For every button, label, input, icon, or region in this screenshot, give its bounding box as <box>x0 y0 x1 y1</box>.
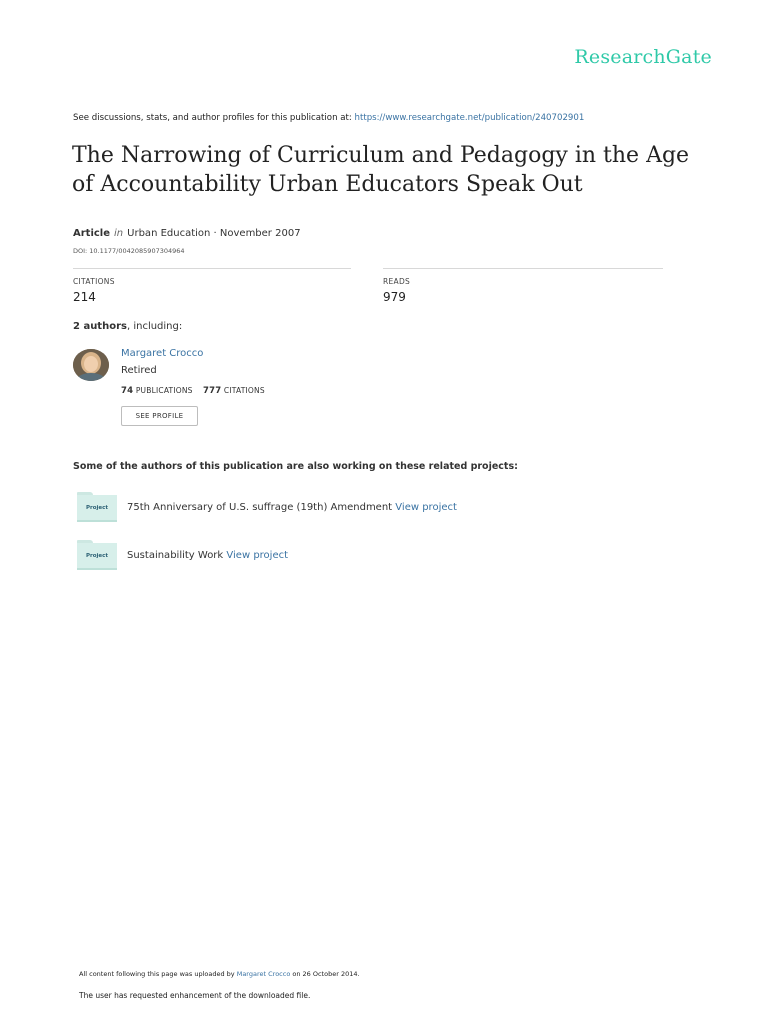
author-citations-count: 777 <box>202 386 222 396</box>
citations-label: CITATIONS <box>73 277 115 286</box>
project-folder-icon[interactable] <box>77 492 117 522</box>
enhancement-note: The user has requested enhancement of the downloaded file. <box>79 991 311 1000</box>
authors-count: 2 authors <box>73 321 127 332</box>
researchgate-logo[interactable]: ResearchGate <box>574 46 712 68</box>
project-item <box>127 502 457 513</box>
reads-value: 979 <box>383 290 406 304</box>
discussion-prefix: See discussions, stats, and author profiles for this publication at: <box>73 113 355 123</box>
author-citations-label: CITATIONS <box>223 386 265 395</box>
journal-link[interactable]: Urban Education · November 2007 <box>127 228 301 239</box>
publication-title: The Narrowing of Curriculum and Pedagogy in the Age of Accountability Urban Educators Speak Out <box>72 143 690 197</box>
upload-suffix: on 26 October 2014. <box>290 970 360 978</box>
view-project-link[interactable]: View project <box>226 550 289 561</box>
author-publications-count: 74 <box>121 386 134 396</box>
see-profile-button[interactable]: SEE PROFILE <box>121 406 198 426</box>
publication-url-link[interactable]: https://www.researchgate.net/publication/240702901 <box>354 113 585 123</box>
divider-reads <box>383 268 663 269</box>
citations-value: 214 <box>73 290 96 304</box>
uploader-link[interactable]: Margaret Crocco <box>236 970 291 978</box>
reads-label: READS <box>383 277 411 286</box>
divider-citations <box>73 268 351 269</box>
publication-meta <box>73 228 301 239</box>
doi: DOI: 10.1177/0042085907304964 <box>73 247 185 255</box>
project-badge: Project <box>77 543 117 570</box>
discussion-line <box>73 113 584 123</box>
article-type: Article <box>73 228 111 239</box>
author-name-link[interactable]: Margaret Crocco <box>121 348 204 359</box>
author-affiliation: Retired <box>121 365 157 376</box>
project-title: 75th Anniversary of U.S. suffrage (19th) Amendment <box>127 502 393 513</box>
authors-heading <box>73 321 182 332</box>
project-folder-icon[interactable] <box>77 540 117 570</box>
avatar-photo-icon <box>73 349 109 381</box>
in-label: in <box>114 228 124 239</box>
project-badge: Project <box>77 495 117 522</box>
author-publications-label: PUBLICATIONS <box>135 386 193 395</box>
author-stats <box>121 386 265 396</box>
project-title: Sustainability Work <box>127 550 224 561</box>
upload-notice <box>79 970 360 978</box>
authors-suffix: , including: <box>126 321 183 332</box>
upload-prefix: All content following this page was uploaded by <box>79 970 237 978</box>
view-project-link[interactable]: View project <box>395 502 457 513</box>
related-projects-heading: Some of the authors of this publication are also working on these related projects: <box>73 461 518 472</box>
project-item <box>127 550 288 561</box>
avatar[interactable] <box>73 349 109 381</box>
